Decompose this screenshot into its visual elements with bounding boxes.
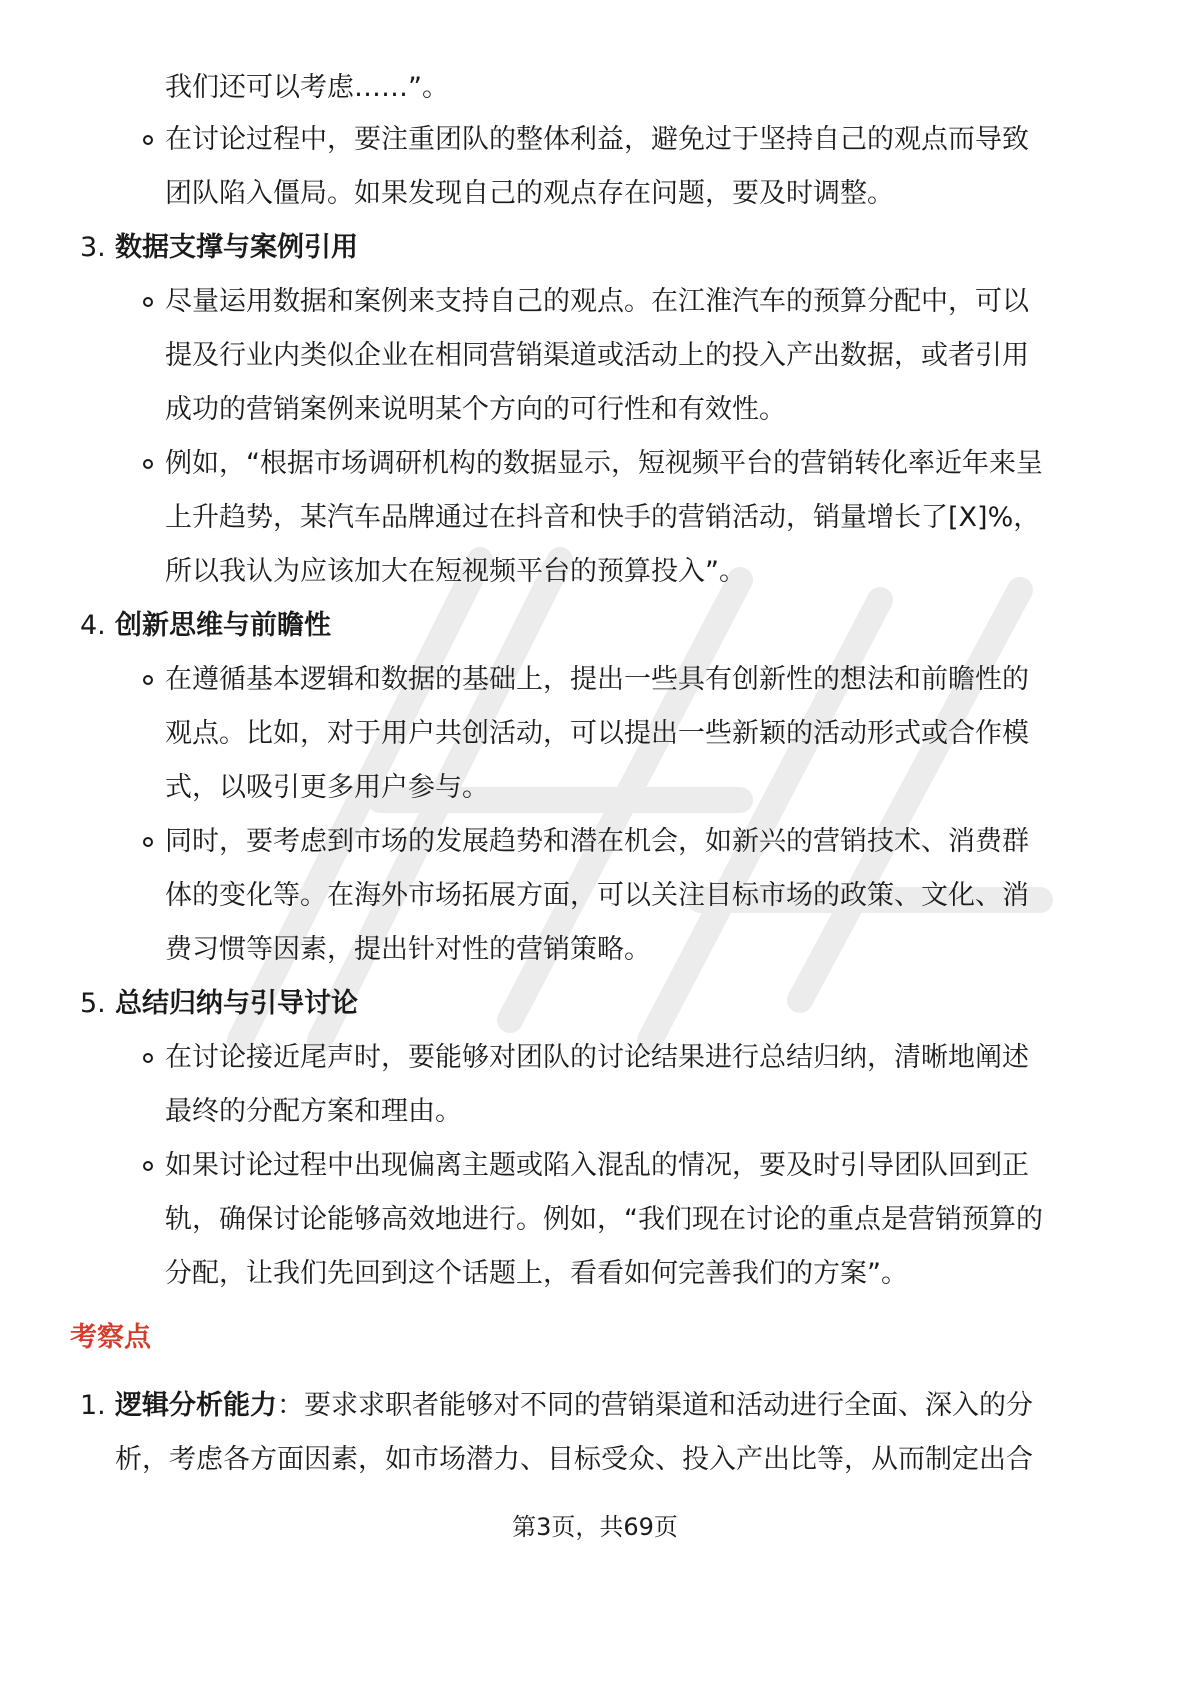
- paragraph-line: 最终的分配方案和理由。: [165, 1096, 462, 1127]
- page-footer: 第3页，共69页: [512, 1513, 678, 1541]
- bullet-icon: [143, 297, 153, 307]
- exam-item-keyword: 逻辑分析能力: [115, 1390, 277, 1421]
- paragraph-line: 在讨论接近尾声时，要能够对团队的讨论结果进行总结归纳，清晰地阐述: [165, 1042, 1029, 1073]
- paragraph-line: 分配，让我们先回到这个话题上，看看如何完善我们的方案”。: [165, 1258, 908, 1289]
- intro-line: 我们还可以考虑……”。: [165, 72, 449, 103]
- paragraph-line: 例如，“根据市场调研机构的数据显示，短视频平台的营销转化率近年来呈: [165, 448, 1043, 479]
- paragraph-line: 所以我认为应该加大在短视频平台的预算投入”。: [165, 556, 746, 587]
- section-number: 3.: [80, 232, 106, 263]
- section-number: 4.: [80, 610, 106, 641]
- paragraph-line: 式，以吸引更多用户参与。: [165, 772, 489, 803]
- section-heading: 总结归纳与引导讨论: [115, 988, 358, 1019]
- bullet-icon: [143, 1161, 153, 1171]
- bullet-icon: [143, 459, 153, 469]
- paragraph-line: 上升趋势，某汽车品牌通过在抖音和快手的营销活动，销量增长了[X]%，: [165, 502, 1041, 533]
- paragraph-line: 成功的营销案例来说明某个方向的可行性和有效性。: [165, 394, 786, 425]
- exam-item-line: 析，考虑各方面因素，如市场潜力、目标受众、投入产出比等，从而制定出合: [115, 1444, 1033, 1475]
- exam-item-number: 1.: [80, 1390, 106, 1421]
- paragraph-line: 如果讨论过程中出现偏离主题或陷入混乱的情况，要及时引导团队回到正: [165, 1150, 1029, 1181]
- section-number: 5.: [80, 988, 106, 1019]
- paragraph-line: 体的变化等。在海外市场拓展方面，可以关注目标市场的政策、文化、消: [165, 880, 1029, 911]
- section-heading: 数据支撑与案例引用: [115, 232, 358, 263]
- paragraph-line: 在遵循基本逻辑和数据的基础上，提出一些具有创新性的想法和前瞻性的: [165, 664, 1029, 695]
- bullet-icon: [143, 135, 153, 145]
- exam-item-text: ：要求求职者能够对不同的营销渠道和活动进行全面、深入的分: [277, 1390, 1033, 1421]
- exam-item-first-line: [115, 1386, 1033, 1426]
- section-heading: 创新思维与前瞻性: [115, 610, 331, 641]
- paragraph-line: 同时，要考虑到市场的发展趋势和潜在机会，如新兴的营销技术、消费群: [165, 826, 1029, 857]
- bullet-icon: [143, 837, 153, 847]
- paragraph-line: 提及行业内类似企业在相同营销渠道或活动上的投入产出数据，或者引用: [165, 340, 1029, 371]
- bullet-icon: [143, 1053, 153, 1063]
- paragraph-line: 在讨论过程中，要注重团队的整体利益，避免过于坚持自己的观点而导致: [165, 124, 1029, 155]
- bullet-icon: [143, 675, 153, 685]
- paragraph-line: 尽量运用数据和案例来支持自己的观点。在江淮汽车的预算分配中，可以: [165, 286, 1029, 317]
- exam-section-title: 考察点: [70, 1322, 151, 1353]
- paragraph-line: 团队陷入僵局。如果发现自己的观点存在问题，要及时调整。: [165, 178, 894, 209]
- paragraph-line: 费习惯等因素，提出针对性的营销策略。: [165, 934, 651, 965]
- paragraph-line: 观点。比如，对于用户共创活动，可以提出一些新颖的活动形式或合作模: [165, 718, 1029, 749]
- paragraph-line: 轨，确保讨论能够高效地进行。例如，“我们现在讨论的重点是营销预算的: [165, 1204, 1043, 1235]
